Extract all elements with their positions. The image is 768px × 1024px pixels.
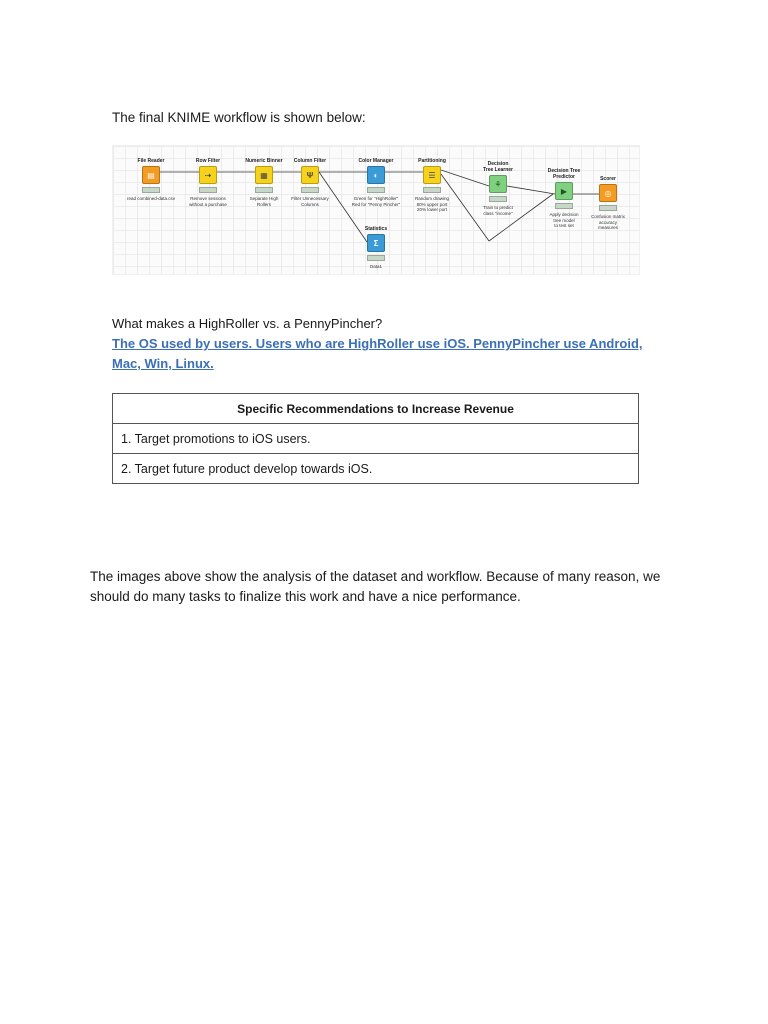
node-status bbox=[301, 187, 319, 193]
file-reader-icon: ▤ bbox=[142, 166, 160, 184]
node-color-manager bbox=[346, 158, 406, 207]
node-status bbox=[367, 255, 385, 261]
node-name: Row Filter bbox=[195, 158, 221, 164]
table-header-row bbox=[113, 394, 639, 424]
node-name: File Reader bbox=[137, 158, 165, 164]
column-filter-icon: Ψ bbox=[301, 166, 319, 184]
table-cell: 2. Target future product develop towards iOS. bbox=[113, 454, 639, 484]
partitioning-icon: ☰ bbox=[423, 166, 441, 184]
node-status bbox=[255, 187, 273, 193]
node-description: Separate High Rollers bbox=[249, 196, 279, 207]
table-row bbox=[113, 424, 639, 454]
node-status bbox=[142, 187, 160, 193]
node-description: Remove sessions without a purchase bbox=[189, 196, 227, 207]
tree-learner-icon: ⚘ bbox=[489, 175, 507, 193]
node-file-reader bbox=[121, 158, 181, 202]
node-description: Data1 bbox=[369, 264, 382, 269]
node-name: Color Manager bbox=[358, 158, 394, 164]
node-row-filter bbox=[178, 158, 238, 207]
question-text: What makes a HighRoller vs. a PennyPincher? bbox=[112, 316, 383, 331]
recommendations-table bbox=[112, 393, 639, 484]
table-row bbox=[113, 454, 639, 484]
table-header: Specific Recommendations to Increase Revenue bbox=[113, 394, 639, 424]
node-name: Partitioning bbox=[418, 158, 446, 164]
node-description: Confusion matrix accuracy measures bbox=[591, 214, 625, 230]
tree-predictor-icon: ▶ bbox=[555, 182, 573, 200]
node-description: read combined-data.csv bbox=[126, 196, 176, 201]
node-status bbox=[555, 203, 573, 209]
node-name: Decision Tree Learner bbox=[482, 161, 514, 173]
node-name: Numeric Binner bbox=[245, 158, 283, 164]
node-description: Apply decision tree model to test set bbox=[549, 212, 579, 228]
color-manager-icon: ◐ bbox=[367, 166, 385, 184]
binner-icon: ▦ bbox=[255, 166, 273, 184]
knime-workflow-image bbox=[112, 145, 640, 275]
scorer-icon: ◎ bbox=[599, 184, 617, 202]
node-name: Statistics bbox=[364, 226, 388, 232]
answer-link-text: The OS used by users. Users who are HighRoller use iOS. PennyPincher use Android, Mac, Win, Linux. bbox=[112, 336, 643, 371]
node-description: Train to predict class "income" bbox=[483, 205, 513, 216]
node-description: Green for "HighRoller" Red for "Penny Pincher" bbox=[351, 196, 401, 207]
table-cell: 1. Target promotions to iOS users. bbox=[113, 424, 639, 454]
node-status bbox=[199, 187, 217, 193]
node-decision-tree-learner bbox=[468, 161, 528, 216]
node-status bbox=[489, 196, 507, 202]
node-status bbox=[367, 187, 385, 193]
statistics-icon: Σ bbox=[367, 234, 385, 252]
node-description: Random drawing 80% upper port 20% lower port bbox=[414, 196, 450, 212]
node-statistics bbox=[346, 226, 406, 270]
node-description: Filter Unnecessary Columns bbox=[291, 196, 329, 207]
node-status bbox=[599, 205, 617, 211]
node-name: Decision Tree Predictor bbox=[547, 168, 581, 180]
node-column-filter bbox=[280, 158, 340, 207]
node-name: Scorer bbox=[600, 176, 616, 182]
node-name: Column Filter bbox=[293, 158, 327, 164]
node-partitioning bbox=[402, 158, 462, 213]
row-filter-icon: ⇢ bbox=[199, 166, 217, 184]
node-scorer bbox=[578, 176, 638, 231]
summary-paragraph: The images above show the analysis of the dataset and workflow. Because of many reason, we should do many tasks to finalize this work and have a nice performance. bbox=[90, 569, 661, 604]
intro-text: The final KNIME workflow is shown below: bbox=[112, 110, 366, 125]
node-status bbox=[423, 187, 441, 193]
